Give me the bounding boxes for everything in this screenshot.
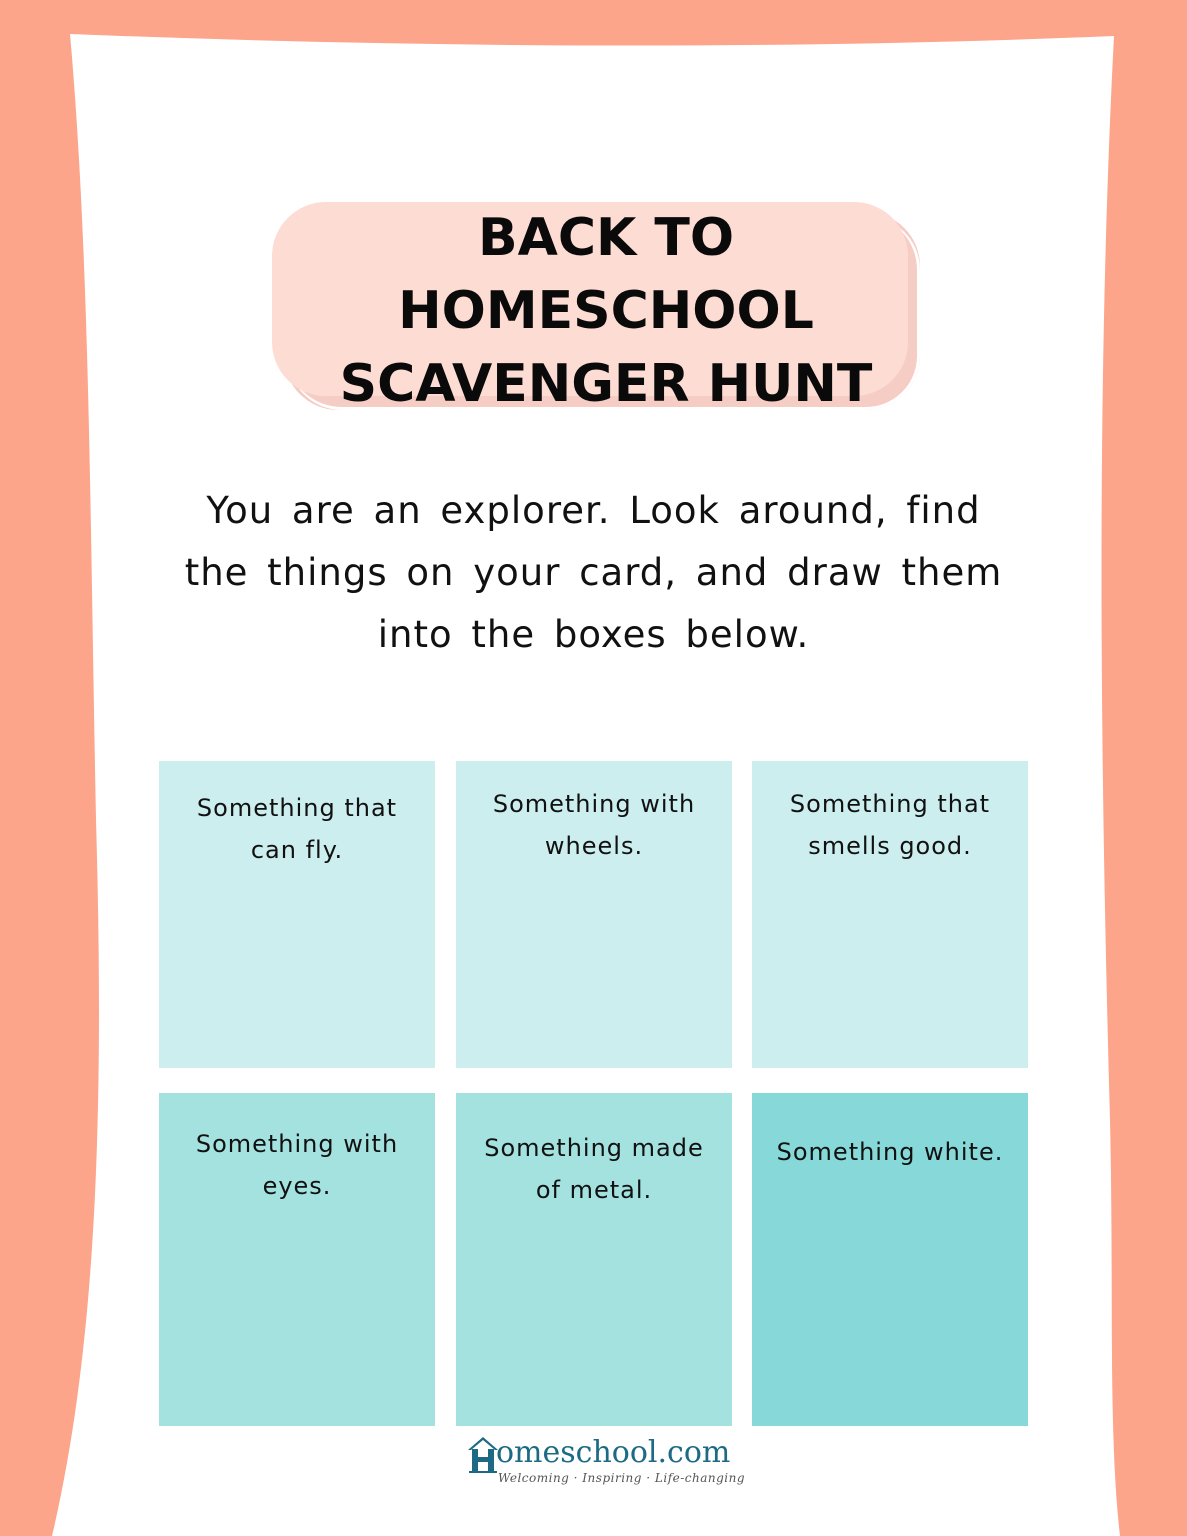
drawing-box-metal[interactable]	[456, 1093, 732, 1426]
page-title	[272, 202, 940, 414]
title-line-1: BACK TO	[477, 208, 735, 268]
intro-instructions: You are an explorer. Look around, find the things on your card, and draw them into the boxes below.	[184, 489, 1003, 656]
logo-tagline: Welcoming · Inspiring · Life-changing	[498, 1471, 746, 1485]
drawing-box-label: Something with wheels.	[492, 790, 696, 860]
homeschool-logo[interactable]	[466, 1434, 746, 1492]
drawing-box-fly[interactable]	[159, 761, 435, 1068]
drawing-box-label: Something made of metal.	[484, 1134, 704, 1204]
drawing-box-label: Something white.	[776, 1138, 1004, 1166]
title-banner	[272, 202, 920, 414]
drawing-box-label: Something with eyes.	[195, 1130, 399, 1200]
drawing-box-label: Something that can fly.	[196, 794, 398, 864]
drawing-box-eyes[interactable]	[159, 1093, 435, 1426]
drawing-box-smells-good[interactable]	[752, 761, 1028, 1068]
logo-wordmark: omeschool.com	[496, 1435, 731, 1470]
title-line-3: SCAVENGER HUNT	[339, 354, 873, 414]
drawing-box-wheels[interactable]	[456, 761, 732, 1068]
drawing-box-white[interactable]	[752, 1093, 1028, 1426]
drawing-box-label: Something that smells good.	[789, 790, 991, 860]
house-logo-icon	[466, 1434, 500, 1474]
title-line-2: HOMESCHOOL	[398, 281, 814, 341]
